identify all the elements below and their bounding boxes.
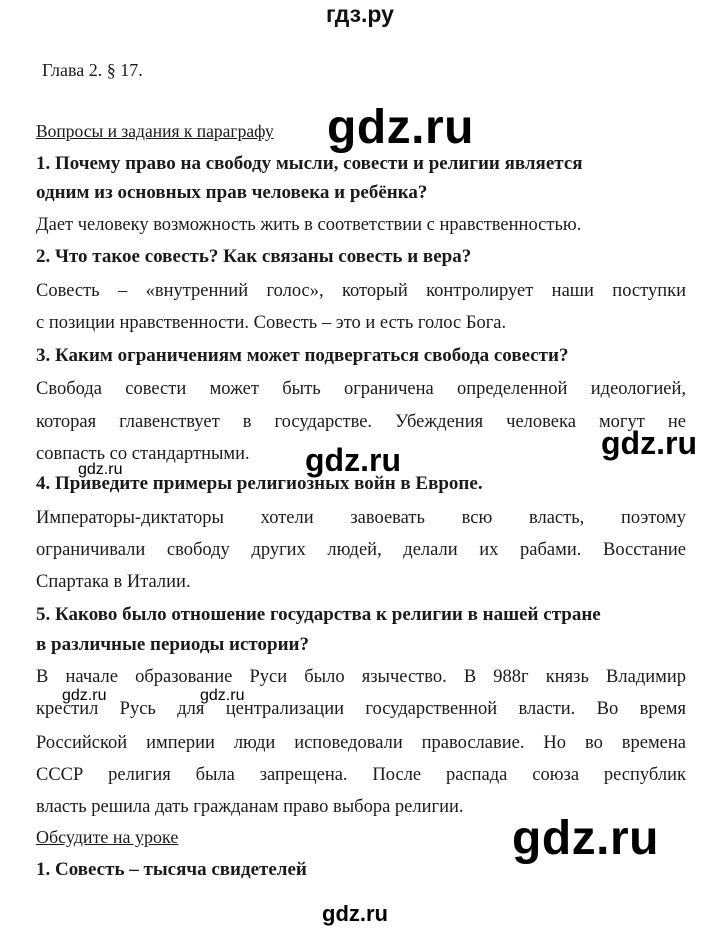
question-4-line-1: 4. Приведите примеры религиозных войн в Европе. <box>36 473 483 494</box>
answer-3-line-3: совпасть со стандартными. <box>36 444 250 464</box>
watermark-bottom-right: gdz.ru <box>512 812 659 865</box>
answer-4-line-2: ограничивали свободу других людей, делали их рабами. Восстание <box>36 540 686 560</box>
discuss-item-1: 1. Совесть – тысяча свидетелей <box>36 859 307 880</box>
watermark-small-a: gdz.ru <box>78 461 123 478</box>
answer-5-line-2: крестил Русь для централизации государственной власти. Во время <box>36 699 686 719</box>
chapter-title: Глава 2. § 17. <box>42 60 143 80</box>
answer-5-line-5: власть решила дать гражданам право выбора религии. <box>36 797 464 817</box>
question-5-line-1: 5. Каково было отношение государства к религии в нашей стране <box>36 604 601 625</box>
section-title-questions: Вопросы и задания к параграфу <box>36 121 274 141</box>
answer-2-line-1: Совесть – «внутренний голос», который контролирует наши поступки <box>36 281 686 301</box>
answer-4-line-1: Императоры-диктаторы хотели завоевать всю власть, поэтому <box>36 508 686 528</box>
site-header: гдз.ру <box>326 1 394 27</box>
answer-2-line-2: с позиции нравственности. Совесть – это и есть голос Бога. <box>36 313 507 333</box>
answer-5-line-4: СССР религия была запрещена. После распада союза республик <box>36 765 686 785</box>
answer-3-line-2: которая главенствует в государстве. Убеждения человека могут не <box>36 412 686 432</box>
section-title-discuss: Обсудите на уроке <box>36 827 179 847</box>
watermark-right: gdz.ru <box>601 425 697 461</box>
watermark-footer: gdz.ru <box>322 901 388 926</box>
question-2-line-1: 2. Что такое совесть? Как связаны совесть и вера? <box>36 246 472 267</box>
question-5-line-2: в различные периоды истории? <box>36 634 309 655</box>
answer-4-line-3: Спартака в Италии. <box>36 572 191 592</box>
answer-5-line-1: В начале образование Руси было язычество. В 988г князь Владимир <box>36 667 686 687</box>
watermark-small-c: gdz.ru <box>200 687 245 704</box>
answer-5-line-3: Российской империи люди исповедовали православие. Но во времена <box>36 733 686 753</box>
watermark-center: gdz.ru <box>305 442 401 478</box>
question-1-line-2: одним из основных прав человека и ребёнка? <box>36 182 428 203</box>
answer-1-line-1: Дает человеку возможность жить в соответствии с нравственностью. <box>36 215 582 235</box>
answer-3-line-1: Свобода совести может быть ограничена определенной идеологией, <box>36 379 686 399</box>
question-1-line-1: 1. Почему право на свободу мысли, совести и религии является <box>36 153 583 174</box>
question-3-line-1: 3. Каким ограничениям может подвергаться свобода совести? <box>36 345 569 366</box>
watermark-top: gdz.ru <box>327 101 474 154</box>
watermark-small-b: gdz.ru <box>62 687 107 704</box>
